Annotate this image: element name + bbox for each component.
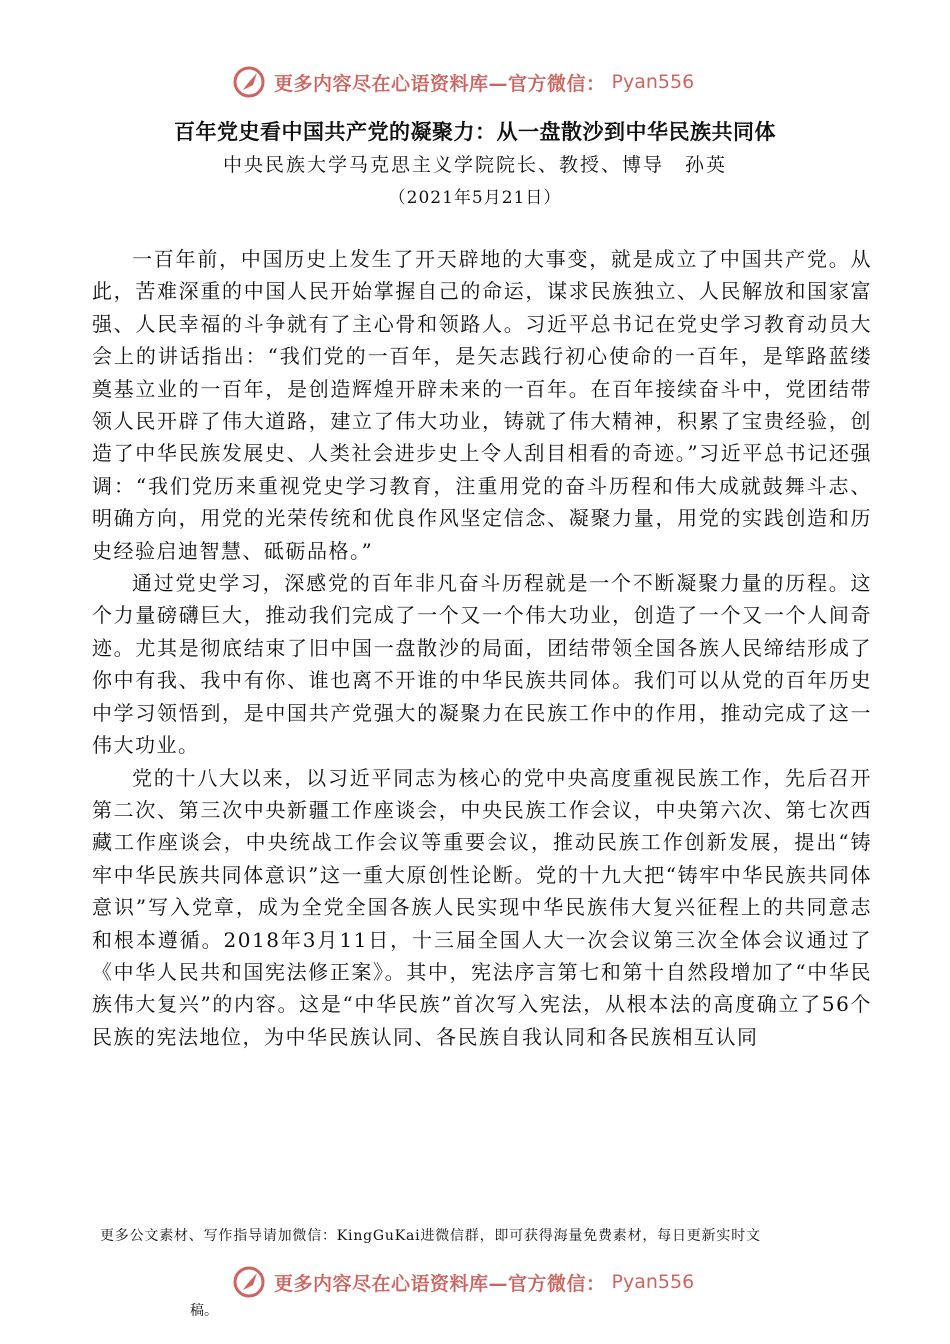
watermark-bottom — [232, 1262, 752, 1302]
quill-logo-icon — [232, 65, 266, 99]
quill-logo-icon — [232, 1265, 266, 1299]
document-title: 百年党史看中国共产党的凝聚力：从一盘散沙到中华民族共同体 — [174, 119, 776, 144]
watermark-handle: Pyan556 — [611, 71, 695, 93]
paragraph: 通过党史学习，深感党的百年非凡奋斗历程就是一个不断凝聚力量的历程。这个力量磅礴巨大，推动我们完成了一个又一个伟大功业，创造了一个又一个人间奇迹。尤其是彻底结束了旧中国一盘散沙的局面，团结带领全国各族人民缔结形成了你中有我、我中有你、谁也离不开谁的中华民族共同体。我们可以从党的百年历史中学习领悟到，是中国共产党强大的凝聚力在民族工作中的作用，推动完成了这一伟大功业。 — [92, 571, 872, 758]
footer-note: 更多公文素材、写作指导请加微信：KingGuKai进微信群，即可获得海量免费素材，每日更新实时文 — [100, 1228, 761, 1244]
paragraph: 一百年前，中国历史上发生了开天辟地的大事变，就是成立了中国共产党。从此，苦难深重的中国人民开始掌握自己的命运，谋求民族独立、人民解放和国家富强、人民幸福的斗争就有了主心骨和领路人。习近平总书记在党史学习教育动员大会上的讲话指出：“我们党的一百年，是矢志践行初心使命的一百年，是筚路蓝缕奠基立业的一百年，是创造辉煌开辟未来的一百年。在百年接续奋斗中，党团结带领人民开辟了伟大道路，建立了伟大功业，铸就了伟大精神，积累了宝贵经验，创造了中华民族发展史、人类社会进步史上令人刮目相看的奇迹。”习近平总书记还强调：“我们党历来重视党史学习教育，注重用党的奋斗历程和伟大成就鼓舞斗志、明确方向，用党的光荣传统和优良作风坚定信念、凝聚力量，用党的实践创造和历史经验启迪智慧、砥砺品格。” — [92, 247, 872, 563]
watermark-handle: Pyan556 — [611, 1271, 695, 1293]
paragraph: 党的十八大以来，以习近平同志为核心的党中央高度重视民族工作，先后召开第二次、第三次中央新疆工作座谈会，中央民族工作会议，中央第六次、第七次西藏工作座谈会，中央统战工作会议等重要会议，推动民族工作创新发展，提出“铸牢中华民族共同体意识”这一重大原创性论断。党的十九大把“铸牢中华民族共同体意识”写入党章，成为全党全国各族人民实现中华民族伟大复兴征程上的共同意志和根本遵循。2018年3月11日，十三届全国人大一次会议第三次全体会议通过了《中华人民共和国宪法修正案》。其中，宪法序言第七和第十自然段增加了“中华民族伟大复兴”的内容。这是“中华民族”首次写入宪法，从根本法的高度确立了56个民族的宪法地位，为中华民族认同、各民族自我认同和各民族相互认同 — [92, 765, 872, 1049]
watermark-text: 更多内容尽在心语资料库—官方微信： — [274, 72, 606, 95]
author-line: 中央民族大学马克思主义学院院长、教授、博导 孙英 — [222, 154, 727, 176]
footer-note-continuation: 稿。 — [190, 1303, 218, 1319]
watermark-top — [232, 62, 752, 102]
watermark-text: 更多内容尽在心语资料库—官方微信： — [274, 1272, 606, 1295]
document-date: （2021年5月21日） — [388, 188, 562, 208]
article-body — [92, 243, 872, 1053]
